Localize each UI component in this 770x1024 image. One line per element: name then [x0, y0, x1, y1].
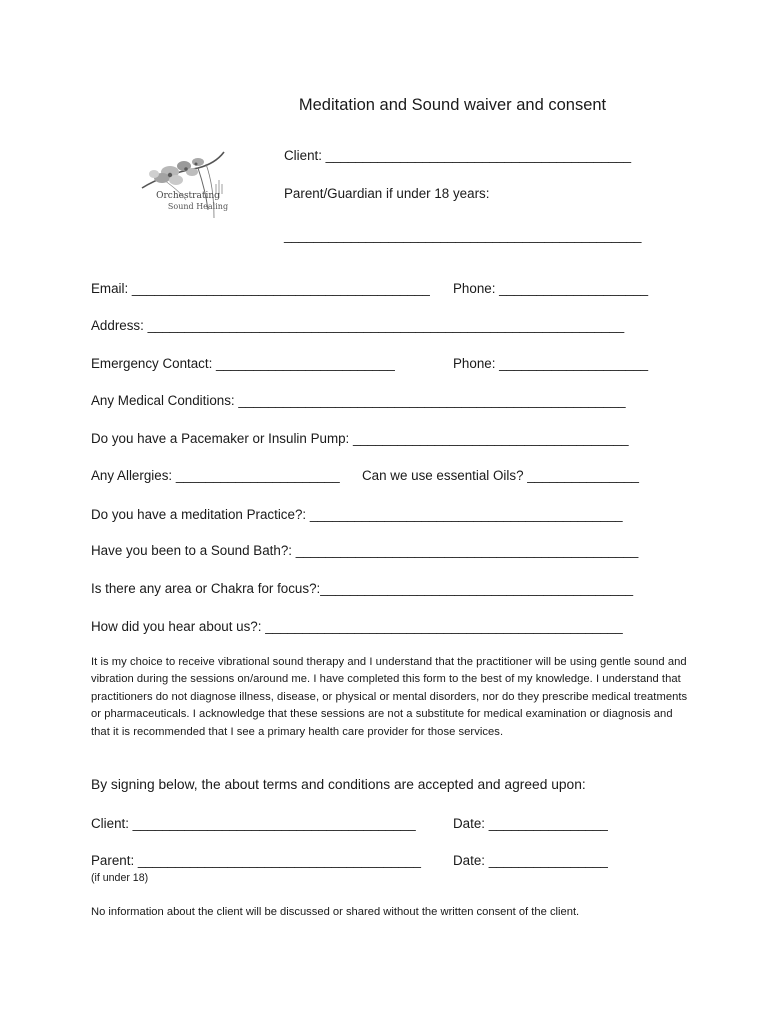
parent-note: (if under 18): [91, 872, 149, 884]
hear-about-us-field[interactable]: How did you hear about us?: ________________________________________________: [91, 619, 623, 634]
orchid-logo: [136, 150, 244, 222]
address-field[interactable]: Address: ________________________________________________________________: [91, 318, 625, 333]
email-field[interactable]: Email: ________________________________________: [91, 281, 430, 296]
allergies-field[interactable]: Any Allergies: ______________________: [91, 468, 340, 483]
phone-field[interactable]: Phone: ____________________: [453, 281, 649, 296]
client-field[interactable]: Client: _________________________________________: [284, 148, 632, 163]
emergency-phone-field[interactable]: Phone: ____________________: [453, 356, 649, 371]
logo-line2: Sound Healing: [167, 202, 229, 211]
logo-line1: Orchestrating: [156, 191, 220, 201]
meditation-practice-field[interactable]: Do you have a meditation Practice?: __________________________________________: [91, 507, 623, 522]
confidentiality-note: No information about the client will be discussed or shared without the written consent of the client.: [91, 906, 580, 918]
guardian-field[interactable]: ________________________________________________: [284, 228, 642, 243]
form-title: Meditation and Sound waiver and consent: [298, 96, 607, 114]
consent-paragraph: It is my choice to receive vibrational sound therapy and I understand that the practitioner will be using gentle sound and vibration during the sessions on/around me. I have completed this form to the best of my knowledge. I understand that practitioners do not diagnose illness, disease, or physical or mental disorders, nor do they prescribe medical treatments or pharmaceuticals. I acknowledge that these sessions are not a substitute for medical examination or diagnosis and that it is recommended that I see a primary health care provider for those services.: [91, 656, 688, 738]
parent-date-field[interactable]: Date: ________________: [453, 853, 608, 868]
client-signature-field[interactable]: Client: ______________________________________: [91, 816, 416, 831]
medical-conditions-field[interactable]: Any Medical Conditions: ____________________________________________________: [91, 393, 626, 408]
orchid-logo-icon: [136, 150, 244, 222]
parent-signature-field[interactable]: Parent: ______________________________________: [91, 853, 421, 868]
sound-bath-field[interactable]: Have you been to a Sound Bath?: ______________________________________________: [91, 543, 639, 558]
emergency-contact-field[interactable]: Emergency Contact: ________________________: [91, 356, 395, 371]
pacemaker-field[interactable]: Do you have a Pacemaker or Insulin Pump: _____________________________________: [91, 431, 629, 446]
essential-oils-field[interactable]: Can we use essential Oils? _______________: [362, 468, 639, 483]
client-date-field[interactable]: Date: ________________: [453, 816, 608, 831]
chakra-focus-field[interactable]: Is there any area or Chakra for focus?:__________________________________________: [91, 581, 634, 596]
signing-statement: By signing below, the about terms and conditions are accepted and agreed upon:: [91, 777, 586, 792]
guardian-label: Parent/Guardian if under 18 years:: [284, 186, 490, 201]
